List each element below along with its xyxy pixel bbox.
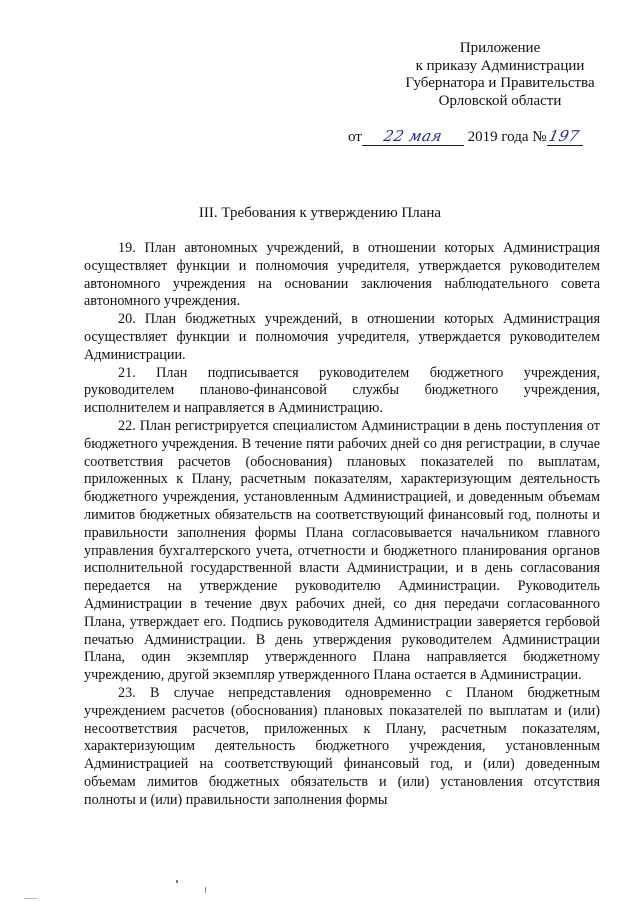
scan-speck [24, 898, 38, 899]
document-body [84, 240, 600, 810]
appendix-line: Орловской области [438, 92, 562, 109]
appendix-line: Приложение [459, 40, 541, 56]
section-heading: III. Требования к утверждению Плана [198, 205, 442, 221]
paragraph-22: 22. План регистрируется специалистом Администрации в день поступления от бюджетного учреждения. В течение пяти рабочих дней со дня регистрации, в случае соответствия расчетов (обоснования) плановых показателей по выплатам, приложенных к Плану, расчетным показателям, характеризующим деятельность бюджетного учреждения, установленным Администрацией, и доведенным объемам лимитов бюджетных обязательств на соответствующий финансовый год, полноты и правильности заполнения формы Плана согласовывается начальником главного управления бухгалтерского учета, отчетности и бюджетного планирования органов исполнительной государственной власти Администрации, и в день согласования передается на утверждение руководителю Администрации. Руководитель Администрации в течение двух рабочих дней, со дня передачи согласованного Плана, утверждает его. Подпись руководителя Администрации заверяется гербовой печатью Администрации. В день утверждения руководителем Администрации Плана, один экземпляр утвержденного Плана направляется бюджетному учреждению, другой экземпляр утвержденного Плана остается в Администрации. [84, 417, 600, 684]
date-prefix: от [348, 129, 362, 145]
appendix-line: к приказу Администрации [415, 57, 585, 74]
appendix-line: Губернатора и Правительства [405, 75, 595, 91]
scan-speck [176, 880, 178, 883]
paragraph-23: 23. В случае непредставления одновременно с Планом бюджетным учреждением расчетов (обоснования) плановых показателей по выплатам и (или) несоответствия расчетов, приложенных к Плану, расчетным показателям, характеризующим деятельность бюджетного учреждения, установленным Администрацией на соответствующий финансовый год, и (или) доведенным объемам лимитов бюджетных обязательств и (или) установления отсутствия полноты и (или) правильности заполнения формы [84, 684, 600, 808]
paragraph-21: 21. План подписывается руководителем бюджетного учреждения, руководителем планово-финансовой службы бюджетного учреждения, исполнителем и направляется в Администрацию. [84, 364, 600, 417]
scan-speck [205, 887, 206, 893]
date-blank [362, 128, 464, 146]
handwritten-number: 197 [547, 127, 582, 145]
order-date-line [348, 127, 583, 147]
appendix-header [380, 40, 620, 110]
year-number-label: 2019 года № [467, 129, 547, 145]
number-blank [547, 128, 583, 146]
paragraph-19: 19. План автономных учреждений, в отношении которых Администрация осуществляет функции и полномочия учредителя, утверждается руководителем автономного учреждения на основании заключения наблюдательного совета автономного учреждения. [84, 240, 600, 310]
handwritten-date: 22 мая [381, 127, 444, 145]
paragraph-20: 20. План бюджетных учреждений, в отношении которых Администрация осуществляет функции и полномочия учредителя, утверждается руководителем Администрации. [84, 311, 600, 363]
